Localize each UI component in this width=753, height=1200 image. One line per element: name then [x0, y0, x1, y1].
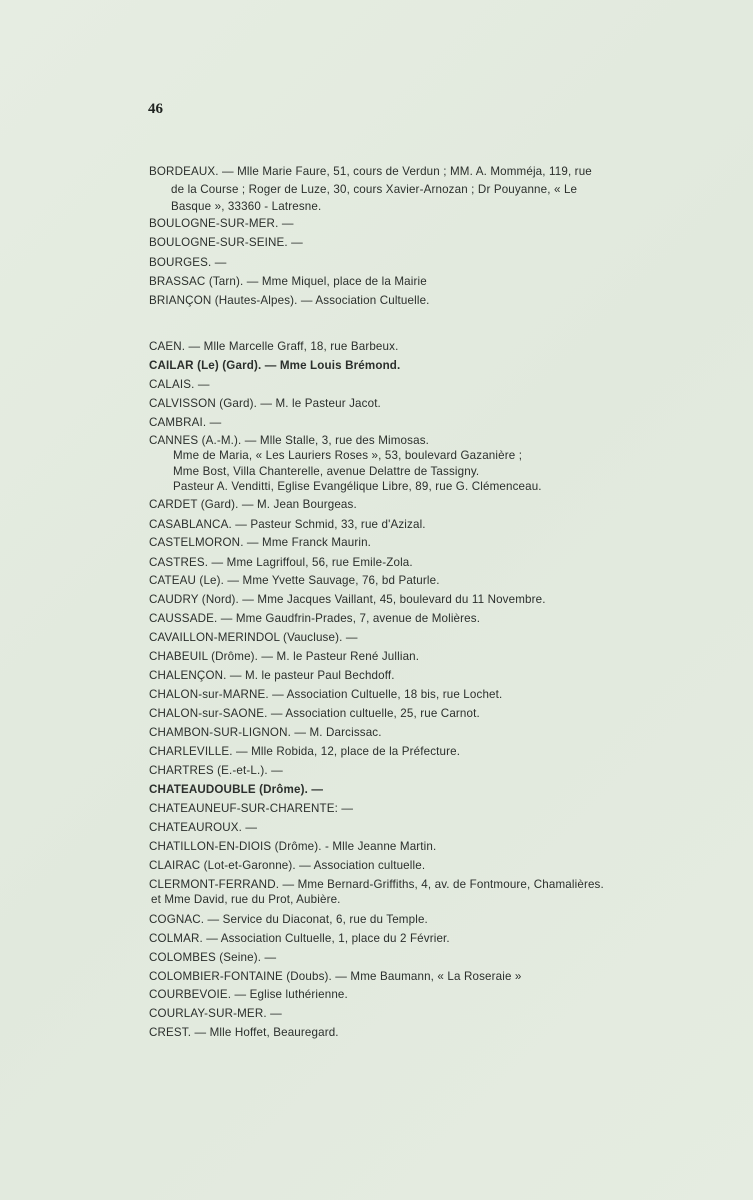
entry-line: CHAMBON-SUR-LIGNON. — M. Darcissac.	[149, 726, 382, 739]
entry-line: CASTRES. — Mme Lagriffoul, 56, rue Emile-Zola.	[149, 556, 413, 569]
entry-line: CHARLEVILLE. — Mlle Robida, 12, place de la Préfecture.	[149, 745, 461, 758]
entry-line: BORDEAUX. — Mlle Marie Faure, 51, cours de Verdun ; MM. A. Momméja, 119, rue	[149, 165, 592, 178]
entry-line: BRIANÇON (Hautes-Alpes). — Association Cultuelle.	[149, 294, 430, 307]
entry-line: CAVAILLON-MERINDOL (Vaucluse). —	[149, 631, 358, 644]
entry-line: CHALENÇON. — M. le pasteur Paul Bechdoff.	[149, 669, 395, 682]
entry-line: de la Course ; Roger de Luze, 30, cours Xavier-Arnozan ; Dr Pouyanne, « Le	[171, 183, 578, 196]
entry-line: CHATEAUDOUBLE (Drôme). —	[149, 783, 324, 796]
entry-line: COLOMBES (Seine). —	[149, 951, 277, 964]
entry-line: et Mme David, rue du Prot, Aubière.	[151, 893, 341, 906]
entry-line: COURLAY-SUR-MER. —	[149, 1007, 282, 1020]
entry-line: CHALON-sur-SAONE. — Association cultuelle, 25, rue Carnot.	[149, 707, 480, 720]
entry-line: CHATILLON-EN-DIOIS (Drôme). - Mlle Jeanne Martin.	[149, 840, 437, 853]
entry-line: CALVISSON (Gard). — M. le Pasteur Jacot.	[149, 397, 381, 410]
entry-line: CHATEAUROUX. —	[149, 821, 258, 834]
entry-line: CAUSSADE. — Mme Gaudfrin-Prades, 7, avenue de Molières.	[149, 612, 481, 625]
entry-line: BOULOGNE-SUR-MER. —	[149, 217, 294, 230]
entry-line: BOURGES. —	[149, 256, 227, 269]
entry-line: CASABLANCA. — Pasteur Schmid, 33, rue d'Azizal.	[149, 518, 426, 531]
entry-line: CAUDRY (Nord). — Mme Jacques Vaillant, 45, boulevard du 11 Novembre.	[149, 593, 546, 606]
entry-line: Basque », 33360 - Latresne.	[171, 200, 322, 213]
entry-line: BRASSAC (Tarn). — Mme Miquel, place de la Mairie	[149, 275, 427, 288]
entry-line: CLAIRAC (Lot-et-Garonne). — Association cultuelle.	[149, 859, 426, 872]
entry-line: CHATEAUNEUF-SUR-CHARENTE: —	[149, 802, 354, 815]
entry-line: CATEAU (Le). — Mme Yvette Sauvage, 76, bd Paturle.	[149, 574, 440, 587]
entry-line: BOULOGNE-SUR-SEINE. —	[149, 236, 303, 249]
entry-line: CANNES (A.-M.). — Mlle Stalle, 3, rue des Mimosas.	[149, 434, 430, 447]
entry-line: CLERMONT-FERRAND. — Mme Bernard-Griffiths, 4, av. de Fontmoure, Chamalières.	[149, 878, 604, 891]
entry-line: CHARTRES (E.-et-L.). —	[149, 764, 283, 777]
entry-line: COURBEVOIE. — Eglise luthérienne.	[149, 988, 348, 1001]
entry-line: CHABEUIL (Drôme). — M. le Pasteur René Jullian.	[149, 650, 420, 663]
page-number: 46	[148, 101, 163, 117]
entry-line: CAEN. — Mlle Marcelle Graff, 18, rue Barbeux.	[149, 340, 399, 353]
entry-line: COLOMBIER-FONTAINE (Doubs). — Mme Baumann, « La Roseraie »	[149, 970, 522, 983]
entry-line: CARDET (Gard). — M. Jean Bourgeas.	[149, 498, 357, 511]
entry-line: CASTELMORON. — Mme Franck Maurin.	[149, 536, 372, 549]
entry-line: Pasteur A. Venditti, Eglise Evangélique Libre, 89, rue G. Clémenceau.	[173, 480, 542, 493]
entry-line: CAILAR (Le) (Gard). — Mme Louis Brémond.	[149, 359, 401, 372]
entry-line: Mme Bost, Villa Chanterelle, avenue Delattre de Tassigny.	[173, 465, 480, 478]
entry-line: COGNAC. — Service du Diaconat, 6, rue du Temple.	[149, 913, 428, 926]
entry-line: CALAIS. —	[149, 378, 210, 391]
entry-line: CHALON-sur-MARNE. — Association Cultuelle, 18 bis, rue Lochet.	[149, 688, 503, 701]
entry-line: CAMBRAI. —	[149, 416, 222, 429]
entry-line: COLMAR. — Association Cultuelle, 1, place du 2 Février.	[149, 932, 450, 945]
entry-line: CREST. — Mlle Hoffet, Beauregard.	[149, 1026, 339, 1039]
entry-line: Mme de Maria, « Les Lauriers Roses », 53, boulevard Gazanière ;	[173, 449, 523, 462]
